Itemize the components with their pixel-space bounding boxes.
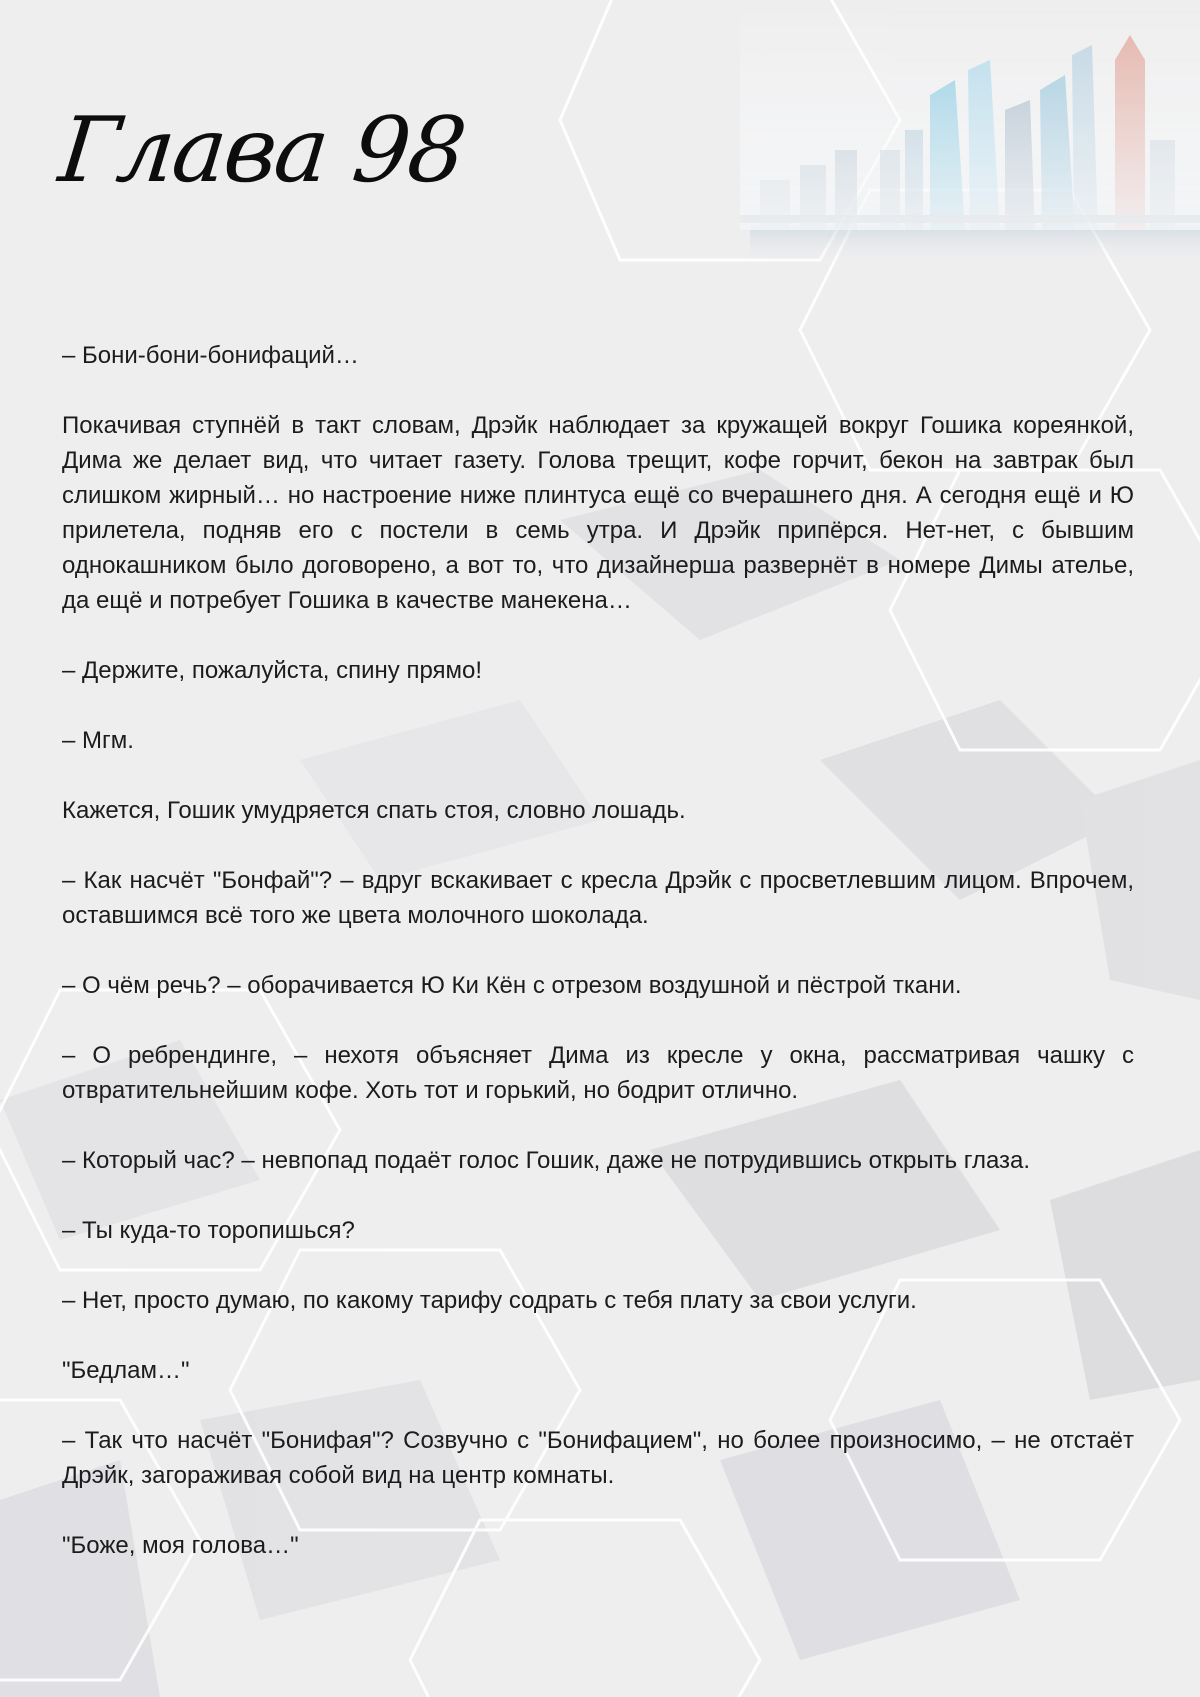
paragraph: – Мгм. [62, 727, 134, 754]
paragraph: Покачивая ступнёй в такт словам, Дрэйк наблюдает за кружащей вокруг Гошика кореянкой, Дима же делает вид, что читает газету. Голова трещит, кофе горчит, бекон на завтрак был слишком жирный… но настроение ниже плинтуса ещё со вчерашнего дня. А сегодня ещё и Ю прилетела, подняв его с постели в семь утра. И Дрэйк припёрся. Нет-нет, с бывшим однокашником было договорено, а вот то, что дизайнерша развернёт в номере Димы ателье, да ещё и потребует Гошика в качестве манекена… [62, 412, 1134, 614]
paragraph: – Так что насчёт "Бонифая"? Созвучно с "Бонифацием", но более произносимо, – не отстаёт Дрэйк, загораживая собой вид на центр комнаты. [62, 1427, 1134, 1489]
chapter-text [62, 338, 1134, 1598]
paragraph: – Нет, просто думаю, по какому тарифу содрать с тебя плату за свои услуги. [62, 1287, 917, 1314]
paragraph: – О ребрендинге, – нехотя объясняет Дима из кресле у окна, рассматривая чашку с отвратительнейшим кофе. Хоть тот и горький, но бодрит отлично. [62, 1042, 1134, 1104]
paragraph: – Держите, пожалуйста, спину прямо! [62, 657, 483, 684]
paragraph: "Бедлам…" [62, 1357, 190, 1384]
paragraph: Кажется, Гошик умудряется спать стоя, словно лошадь. [62, 797, 686, 824]
paragraph: – О чём речь? – оборачивается Ю Ки Кён с отрезом воздушной и пёстрой ткани. [62, 972, 962, 999]
paragraph: – Бони-бони-бонифаций… [62, 342, 359, 369]
paragraph: – Который час? – невпопад подаёт голос Гошик, даже не потрудившись открыть глаза. [62, 1147, 1031, 1174]
paragraph: "Боже, моя голова…" [62, 1532, 299, 1559]
city-skyline-image [740, 0, 1200, 265]
paragraph: – Как насчёт "Бонфай"? – вдруг вскакивает с кресла Дрэйк с просветлевшим лицом. Впрочем, оставшимся всё того же цвета молочного шоколада. [62, 867, 1134, 929]
paragraph: – Ты куда-то торопишься? [62, 1217, 355, 1244]
chapter-title: Глава 98 [54, 98, 470, 203]
